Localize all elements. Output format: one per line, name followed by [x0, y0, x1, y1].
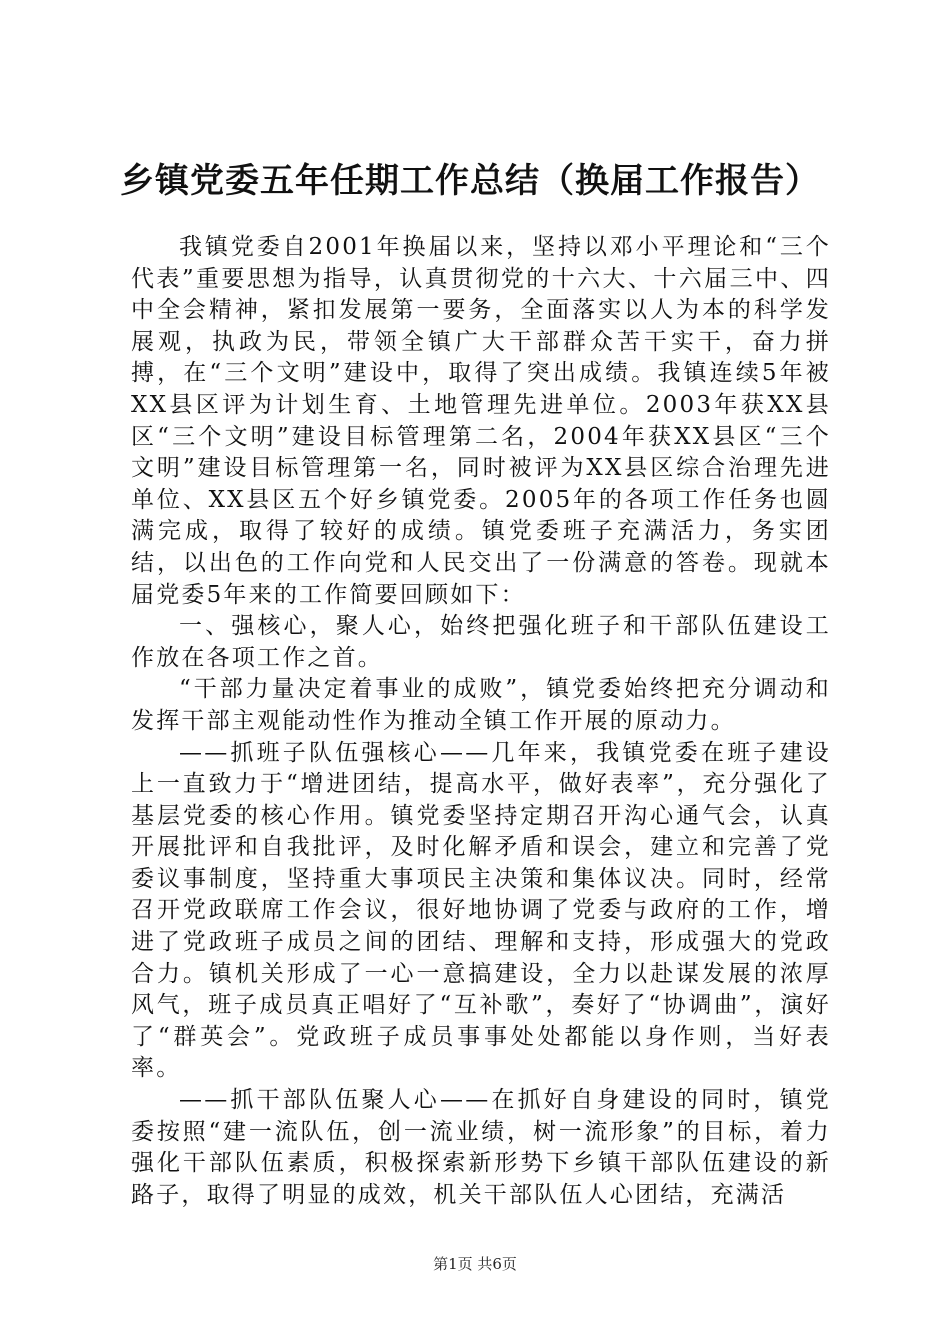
paragraph-intro: 我镇党委自2001年换届以来，坚持以邓小平理论和“三个代表”重要思想为指导，认真贯彻党的十六大、十六届三中、四中全会精神，紧扣发展第一要务，全面落实以人为本的科学发展观，执政为民，带领全镇广大干部群众苦干实干，奋力拼搏，在“三个文明”建设中，取得了突出成绩。我镇连续5年被XX县区评为计划生育、土地管理先进单位。2003年获XX县区“三个文明”建设目标管理第二名，2004年获XX县区“三个文明”建设目标管理第一名，同时被评为XX县区综合治理先进单位、XX县区五个好乡镇党委。2005年的各项工作任务也圆满完成，取得了较好的成绩。镇党委班子充满活力，务实团结，以出色的工作向党和人民交出了一份满意的答卷。现就本届党委5年来的工作简要回顾如下： [131, 234, 831, 608]
paragraph-section-one-heading: 一、强核心，聚人心，始终把强化班子和干部队伍建设工作放在各项工作之首。 [131, 613, 831, 671]
paragraph-cadre-strength: “干部力量决定着事业的成败”，镇党委始终把充分调动和发挥干部主观能动性作为推动全镇工作开展的原动力。 [131, 676, 831, 734]
paragraph-cadre-team: ——抓干部队伍聚人心——在抓好自身建设的同时，镇党委按照“建一流队伍，创一流业绩，树一流形象”的目标，着力强化干部队伍素质，积极探索新形势下乡镇干部队伍建设的新路子，取得了明显的成效，机关干部队伍人心团结，充满活 [131, 1087, 831, 1208]
document-body [131, 232, 831, 1211]
document-title: 乡镇党委五年任期工作总结（换届工作报告） [120, 161, 820, 201]
paragraph-leadership-core: ——抓班子队伍强核心——几年来，我镇党委在班子建设上一直致力于“增进团结，提高水平，做好表率”，充分强化了基层党委的核心作用。镇党委坚持定期召开沟心通气会，认真开展批评和自我批评，及时化解矛盾和误会，建立和完善了党委议事制度，坚持重大事项民主决策和集体议决。同时，经常召开党政联席工作会议，很好地协调了党委与政府的工作，增进了党政班子成员之间的团结、理解和支持，形成强大的党政合力。镇机关形成了一心一意搞建设，全力以赴谋发展的浓厚风气，班子成员真正唱好了“互补歌”，奏好了“协调曲”，演好了“群英会”。党政班子成员事事处处都能以身作则，当好表率。 [131, 739, 831, 1082]
page-number-footer: 第1页 共6页 [433, 1255, 517, 1273]
